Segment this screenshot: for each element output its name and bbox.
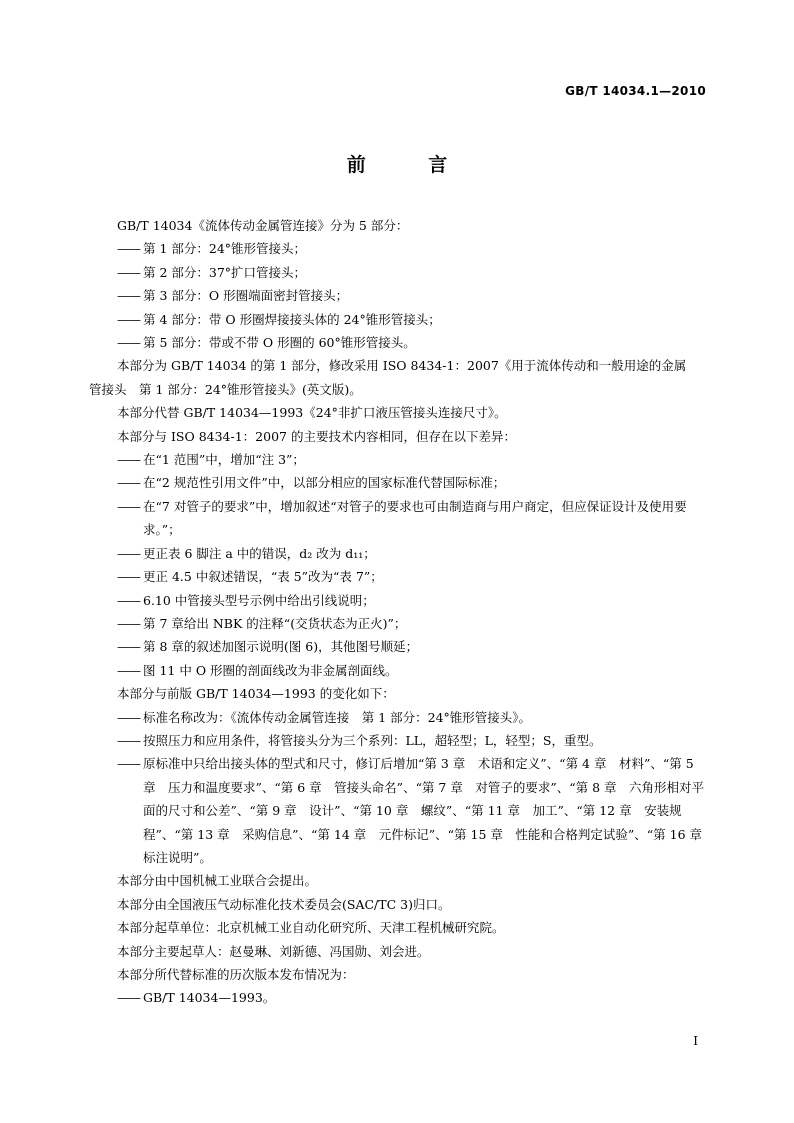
dash-marker: —— [117, 662, 140, 678]
dash-marker: —— [117, 709, 140, 725]
history-intro: 本部分所代替标准的历次版本发布情况为： [117, 967, 355, 982]
list-item: —— 第 1 部分：24°锥形管接头； [117, 237, 707, 260]
differences-list [117, 448, 707, 682]
history-list [117, 986, 707, 1009]
parts-intro: GB/T 14034《流体传动金属管连接》分为 5 部分： [117, 218, 409, 233]
proposer-statement: 本部分由中国机械工业联合会提出。 [117, 873, 318, 889]
modify-paragraph-line-2: 管接头 第 1 部分：24°锥形管接头》(英文版)。 [89, 381, 362, 397]
list-item: —— 更正表 6 脚注 a 中的错误，d₂ 改为 d₁₁； [117, 542, 707, 565]
list-item: —— 在“7 对管子的要求”中，增加叙述“对管子的要求也可由制造商与用户商定，但应保证设计及使用要求。”； [117, 495, 707, 542]
dash-marker: —— [117, 756, 140, 772]
dash-marker: —— [117, 569, 140, 585]
dash-marker: —— [117, 241, 140, 257]
dash-marker: —— [117, 498, 140, 514]
list-item: —— GB/T 14034—1993。 [117, 986, 707, 1009]
dash-marker: —— [117, 545, 140, 561]
list-item: —— 第 2 部分：37°扩口管接头； [117, 261, 707, 284]
dash-marker: —— [117, 311, 140, 327]
foreword-body [89, 214, 715, 1010]
replace-paragraph: 本部分代替 GB/T 14034—1993《24°非扩口液压管接头连接尺寸》。 [117, 405, 507, 421]
list-item: —— 在“2 规范性引用文件”中，以部分相应的国家标准代替国际标准； [117, 471, 707, 494]
changes-list [117, 706, 715, 870]
list-item: —— 在“1 范围”中，增加“注 3”； [117, 448, 707, 471]
list-item: —— 6.10 中管接头型号示例中给出引线说明； [117, 589, 707, 612]
list-item: —— 第 5 部分：带或不带 O 形圈的 60°锥形管接头。 [117, 331, 707, 354]
list-item: —— 第 4 部分：带 O 形圈焊接接头体的 24°锥形管接头； [117, 308, 707, 331]
dash-marker: —— [117, 264, 140, 280]
committee-statement: 本部分由全国液压气动标准化技术委员会(SAC/TC 3)归口。 [117, 896, 451, 912]
parts-list [117, 237, 707, 354]
dash-marker: —— [117, 592, 140, 608]
dash-marker: —— [117, 475, 140, 491]
list-item: —— 更正 4.5 中叙述错误，“表 5”改为“表 7”； [117, 565, 707, 588]
differences-intro: 本部分与 ISO 8434-1：2007 的主要技术内容相同，但存在以下差异： [117, 428, 516, 444]
drafting-units: 本部分起草单位：北京机械工业自动化研究所、天津工程机械研究院。 [117, 920, 505, 936]
dash-marker: —— [117, 990, 140, 1006]
dash-marker: —— [117, 615, 140, 631]
changes-intro: 本部分与前版 GB/T 14034—1993 的变化如下： [117, 686, 395, 702]
dash-marker: —— [117, 452, 140, 468]
list-item: —— 第 8 章的叙述加图示说明(图 6)，其他图号顺延； [117, 635, 707, 658]
list-item: —— 第 3 部分：O 形圈端面密封管接头； [117, 284, 707, 307]
list-item: —— 原标准中只给出接头体的型式和尺寸，修订后增加“第 3 章 术语和定义”、“第 4 章 材料”、“第 5 章 压力和温度要求”、“第 6 章 管接头命名”、“第 7 章 对管子的要求”、“第 8 章 六角形相对平面的尺寸和公差”、“第 9 章 设计”、“第 10 章 螺纹”、“第 11 章 加工”、“第 12 章 安装规程”、“第 13 章 采购信息”、“第 14 章 元件标记”、“第 15 章 性能和合格判定试验”、“第 16 章 标注说明”。 [117, 752, 707, 869]
dash-marker: —— [117, 732, 140, 748]
dash-marker: —— [117, 288, 140, 304]
drafters: 本部分主要起草人：赵曼琳、刘新德、冯国勋、刘会进。 [117, 943, 430, 959]
modify-paragraph-line-1: 本部分为 GB/T 14034 的第 1 部分，修改采用 ISO 8434-1：2007《用于流体传动和一般用途的金属 [117, 358, 687, 374]
list-item: —— 标准名称改为：《流体传动金属管连接 第 1 部分：24°锥形管接头》。 [117, 706, 707, 729]
list-item: —— 按照压力和应用条件，将管接头分为三个系列：LL，超轻型；L，轻型；S，重型。 [117, 729, 707, 752]
list-item: —— 第 7 章给出 NBK 的注释“(交货状态为正火)”； [117, 612, 707, 635]
standard-code: GB/T 14034.1—2010 [565, 84, 706, 98]
dash-marker: —— [117, 639, 140, 655]
list-item: —— 图 11 中 O 形圈的剖面线改为非金属剖面线。 [117, 659, 707, 682]
dash-marker: —— [117, 335, 140, 351]
page-number: I [693, 1034, 698, 1048]
page-title: 前 言 [346, 154, 476, 176]
